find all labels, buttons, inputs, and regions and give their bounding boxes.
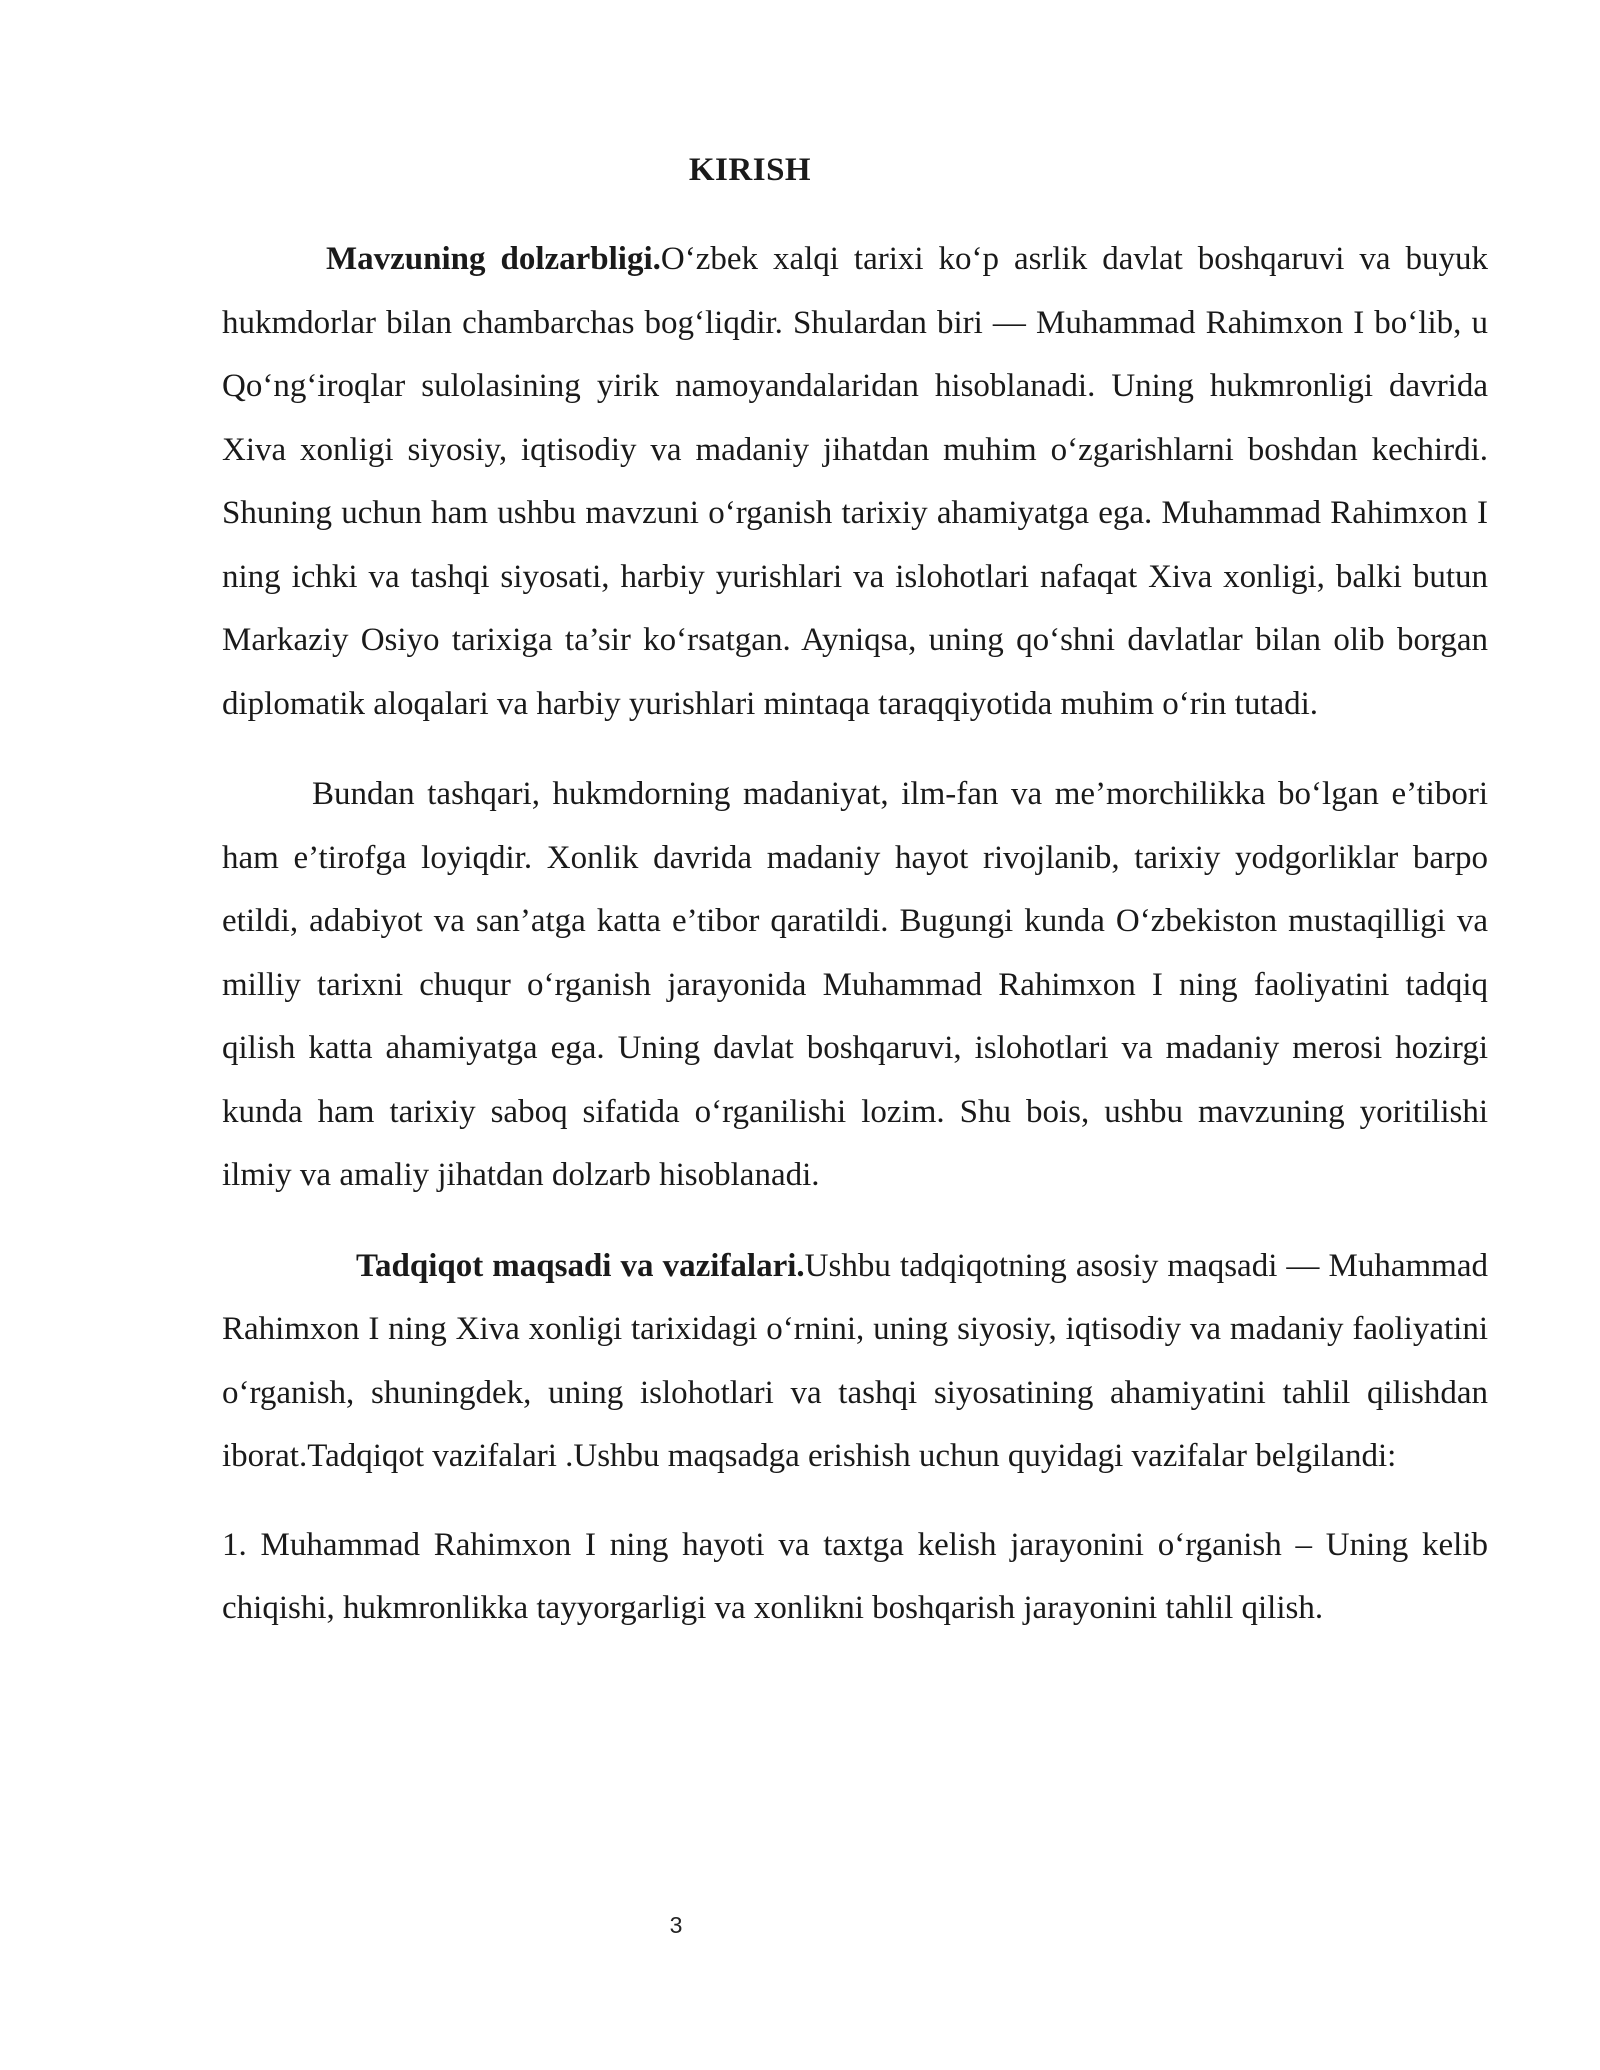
paragraph-text: Ushbu tadqiqotning asosiy maqsadi — Muhammad Rahimxon I ning Xiva xonligi tarixidagi o‘rnini, uning siyosiy, iqtisodiy va madaniy faoliyatini o‘rganish, shuningdek, uning islohotlari va tashqi siyosatining ahamiyatini tahlil qilishdan iborat.Tadqiqot vazifalari .Ushbu maqsadga erishish uchun quyidagi vazifalar belgilandi: [222, 1247, 1488, 1474]
paragraph-continuation [222, 763, 1488, 1208]
paragraph-relevance [222, 228, 1488, 736]
document-body [222, 228, 1488, 1641]
paragraph-text: O‘zbek xalqi tarixi ko‘p asrlik davlat boshqaruvi va buyuk hukmdorlar bilan chambarchas bog‘liqdir. Shulardan biri — Muhammad Rahimxon I bo‘lib, u Qo‘ng‘iroqlar sulolasining yirik namoyandalaridan hisoblanadi. Uning hukmronligi davrida Xiva xonligi siyosiy, iqtisodiy va madaniy jihatdan muhim o‘zgarishlarni boshdan kechirdi. Shuning uchun ham ushbu mavzuni o‘rganish tarixiy ahamiyatga ega. Muhammad Rahimxon I ning ichki va tashqi siyosati, harbiy yurishlari va islohotlari nafaqat Xiva xonligi, balki butun Markaziy Osiyo tarixiga ta’sir ko‘rsatgan. Ayniqsa, uning qo‘shni davlatlar bilan olib borgan diplomatik aloqalari va harbiy yurishlari mintaqa taraqqiyotida muhim o‘rin tutadi. [222, 241, 1488, 722]
list-item [222, 1514, 1488, 1641]
paragraph-text: Bundan tashqari, hukmdorning madaniyat, ilm-fan va me’morchilikka bo‘lgan e’tibori ham e’tirofga loyiqdir. Xonlik davrida madaniy hayot rivojlanib, tarixiy yodgorliklar barpo etildi, adabiyot va san’atga katta e’tibor qaratildi. Bugungi kunda O‘zbekiston mustaqilligi va milliy tarixni chuqur o‘rganish jarayonida Muhammad Rahimxon I ning faoliyatini tadqiq qilish katta ahamiyatga ega. Uning davlat boshqaruvi, islohotlari va madaniy merosi hozirgi kunda ham tarixiy saboq sifatida o‘rganilishi lozim. Shu bois, ushbu mavzuning yoritilishi ilmiy va amaliy jihatdan dolzarb hisoblanadi. [222, 776, 1488, 1193]
page-number: 3 [669, 1912, 683, 1938]
paragraph-lead: Tadqiqot maqsadi va vazifalari. [356, 1247, 805, 1284]
list-item-text: 1. Muhammad Rahimxon I ning hayoti va taxtga kelish jarayonini o‘rganish – Uning kelib chiqishi, hukmronlikka tayyorgarligi va xonlikni boshqarish jarayonini tahlil qilish. [222, 1526, 1488, 1626]
paragraph-goals [222, 1235, 1488, 1489]
paragraph-lead: Mavzuning dolzarbligi. [326, 241, 661, 277]
page-title: KIRISH [688, 152, 812, 188]
